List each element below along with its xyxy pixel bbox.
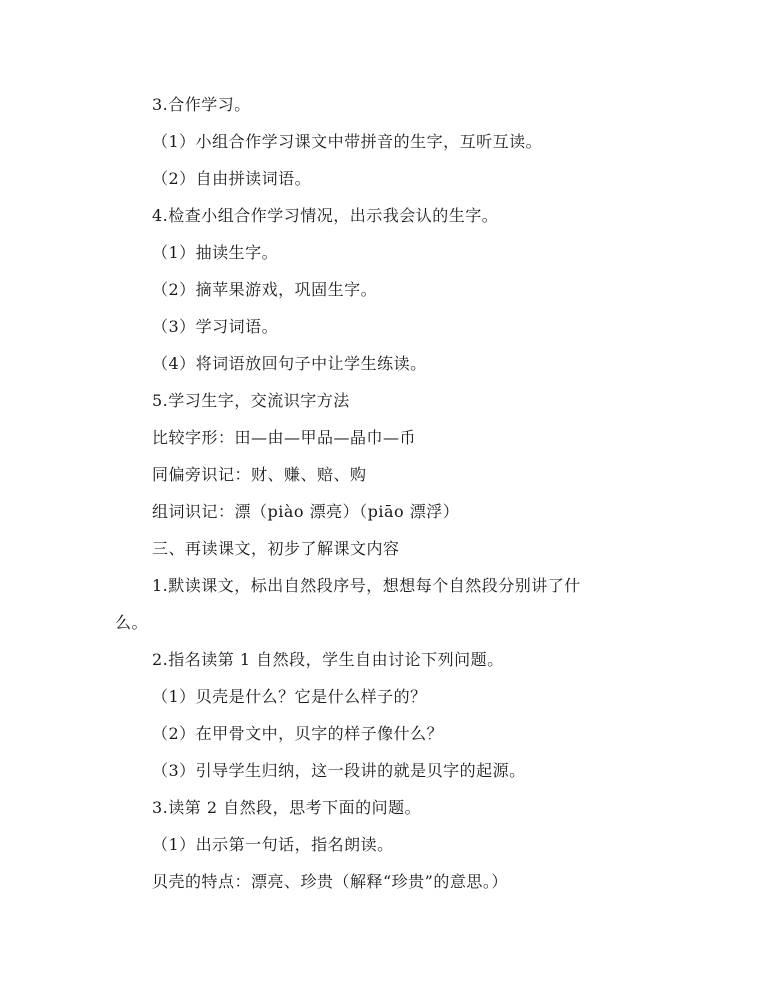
text-line: 5.学习生字，交流识字方法 <box>152 391 350 410</box>
text-line: （2）在甲骨文中，贝字的样子像什么？ <box>152 724 444 743</box>
text-line: 贝壳的特点：漂亮、珍贵（解释“珍贵”的意思。） <box>152 872 508 891</box>
text-line: （2）摘苹果游戏，巩固生字。 <box>152 280 378 299</box>
section-heading: 三、再读课文，初步了解课文内容 <box>152 539 400 558</box>
text-line: （1）贝壳是什么？它是什么样子的？ <box>152 687 427 706</box>
text-line: 组词识记：漂（piào 漂亮）（piāo 漂浮） <box>152 502 460 521</box>
text-line: 1.默读课文，标出自然段序号，想想每个自然段分别讲了什 <box>152 576 581 595</box>
text-line: 3.读第 2 自然段，思考下面的问题。 <box>152 798 422 817</box>
text-line: 同偏旁识记：财、赚、赔、购 <box>152 465 367 484</box>
text-line: （2）自由拼读词语。 <box>152 169 312 188</box>
text-line: （1）小组合作学习课文中带拼音的生字，互听互读。 <box>152 132 543 151</box>
text-line: 2.指名读第 1 自然段，学生自由讨论下列问题。 <box>152 650 504 669</box>
text-line: 比较字形：田—由—甲品—晶巾—币 <box>152 428 417 447</box>
text-line: （4）将词语放回句子中让学生练读。 <box>152 354 427 373</box>
text-line: 3.合作学习。 <box>152 95 251 114</box>
text-line: 4.检查小组合作学习情况，出示我会认的生字。 <box>152 206 499 225</box>
text-line: （1）抽读生字。 <box>152 243 279 262</box>
text-line: （1）出示第一句话，指名朗读。 <box>152 835 394 854</box>
text-line: （3）引导学生归纳，这一段讲的就是贝字的起源。 <box>152 761 526 780</box>
text-line: 么。 <box>115 613 149 632</box>
text-line: （3）学习词语。 <box>152 317 279 336</box>
